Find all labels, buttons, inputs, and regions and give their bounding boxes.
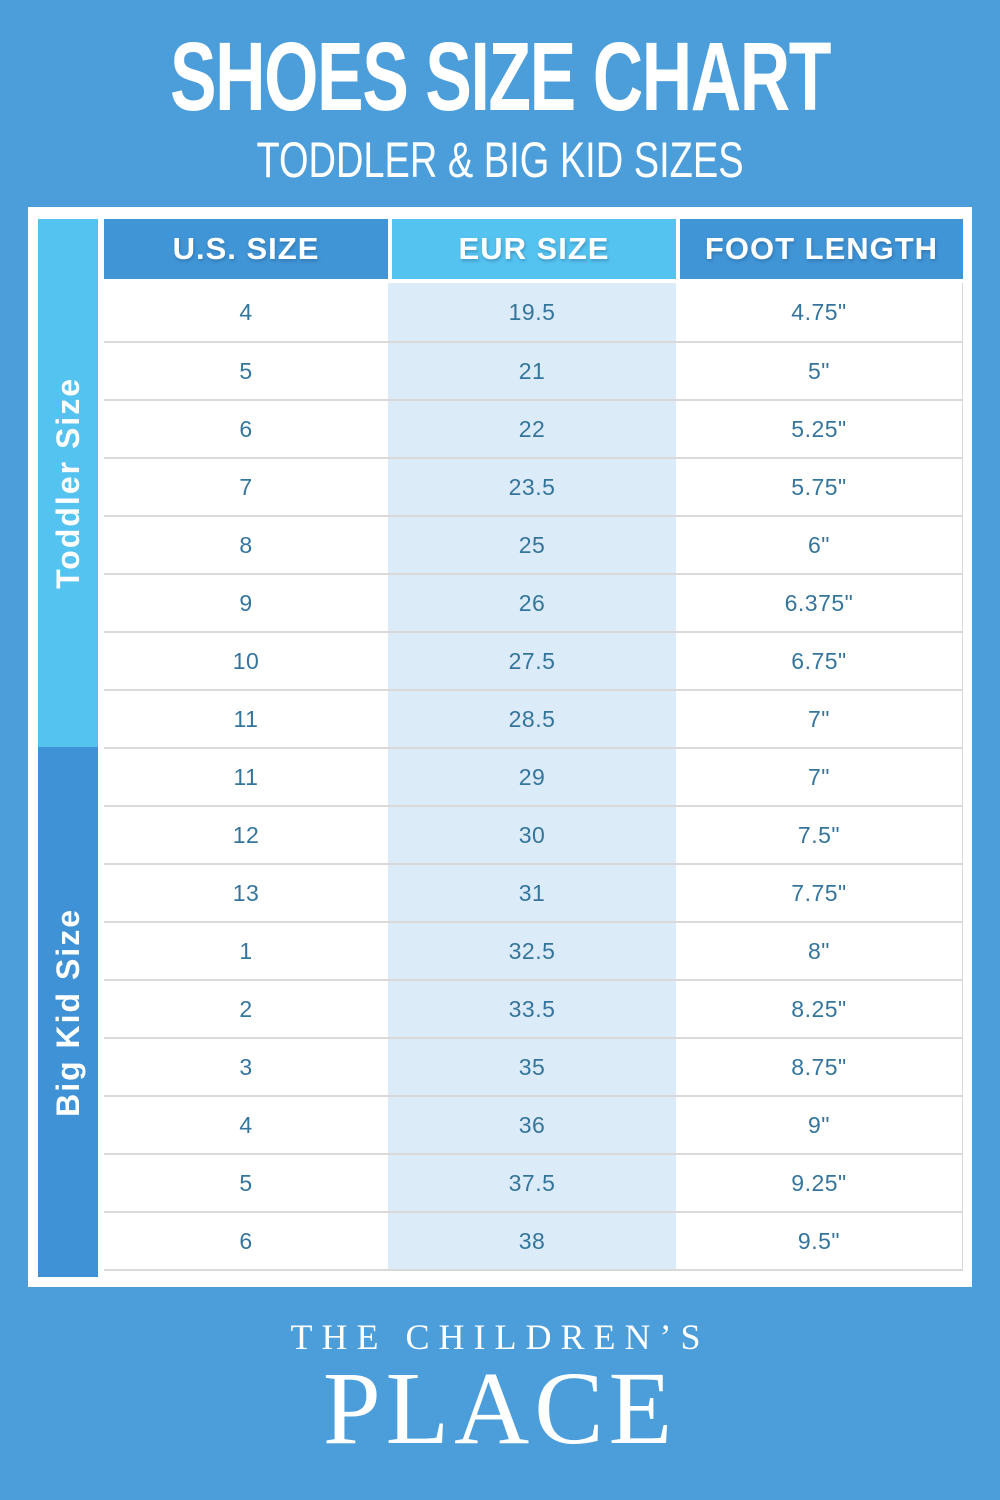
table-header-row (104, 219, 963, 279)
eur-size-cell: 38 (388, 1213, 676, 1269)
foot-size-cell: 9.5" (676, 1213, 963, 1269)
us-size-cell: 9 (104, 575, 388, 631)
toddler-size-strip (38, 219, 98, 747)
foot-size-cell: 7.75" (676, 865, 963, 921)
table-row (104, 1211, 963, 1269)
us-size-cell: 12 (104, 807, 388, 863)
table-row (104, 631, 963, 689)
eur-size-cell: 30 (388, 807, 676, 863)
big-kid-size-strip (38, 747, 98, 1277)
foot-size-cell: 8.25" (676, 981, 963, 1037)
toddler-size-label: Toddler Size (49, 377, 86, 589)
brand-name-bottom: PLACE (322, 1351, 678, 1467)
table-row (104, 399, 963, 457)
column-header-us-size: U.S. SIZE (104, 219, 388, 279)
title-block (0, 22, 1000, 188)
us-size-cell: 2 (104, 981, 388, 1037)
foot-size-cell: 6.375" (676, 575, 963, 631)
eur-size-cell: 26 (388, 575, 676, 631)
foot-size-cell: 9" (676, 1097, 963, 1153)
eur-size-cell: 22 (388, 401, 676, 457)
us-size-cell: 4 (104, 283, 388, 341)
foot-size-cell: 4.75" (676, 283, 963, 341)
table-row (104, 863, 963, 921)
eur-size-cell: 21 (388, 343, 676, 399)
foot-size-cell: 8" (676, 923, 963, 979)
table-row (104, 747, 963, 805)
eur-size-cell: 31 (388, 865, 676, 921)
table-body (104, 283, 963, 1271)
foot-size-cell: 5" (676, 343, 963, 399)
size-table (104, 219, 963, 1271)
brand-logo (0, 1316, 1000, 1467)
table-row (104, 341, 963, 399)
table-row (104, 689, 963, 747)
us-size-cell: 13 (104, 865, 388, 921)
foot-size-cell: 8.75" (676, 1039, 963, 1095)
us-size-cell: 11 (104, 749, 388, 805)
foot-size-cell: 9.25" (676, 1155, 963, 1211)
foot-size-cell: 6" (676, 517, 963, 573)
us-size-cell: 8 (104, 517, 388, 573)
page-subtitle: TODDLER & BIG KID SIZES (256, 132, 744, 188)
foot-size-cell: 7" (676, 749, 963, 805)
us-size-cell: 11 (104, 691, 388, 747)
foot-size-cell: 6.75" (676, 633, 963, 689)
eur-size-cell: 25 (388, 517, 676, 573)
foot-size-cell: 7.5" (676, 807, 963, 863)
eur-size-cell: 23.5 (388, 459, 676, 515)
us-size-cell: 6 (104, 401, 388, 457)
size-group-strip-column (38, 219, 98, 1277)
table-row (104, 979, 963, 1037)
column-header-foot-length: FOOT LENGTH (676, 219, 963, 279)
eur-size-cell: 19.5 (388, 283, 676, 341)
us-size-cell: 6 (104, 1213, 388, 1269)
foot-size-cell: 5.25" (676, 401, 963, 457)
table-row (104, 1037, 963, 1095)
eur-size-cell: 29 (388, 749, 676, 805)
column-header-eur-size: EUR SIZE (388, 219, 676, 279)
foot-size-cell: 5.75" (676, 459, 963, 515)
page-title: SHOES SIZE CHART (170, 22, 830, 131)
size-chart-card (28, 207, 972, 1287)
table-row (104, 283, 963, 341)
eur-size-cell: 27.5 (388, 633, 676, 689)
eur-size-cell: 37.5 (388, 1155, 676, 1211)
us-size-cell: 3 (104, 1039, 388, 1095)
us-size-cell: 5 (104, 343, 388, 399)
table-row (104, 573, 963, 631)
us-size-cell: 4 (104, 1097, 388, 1153)
eur-size-cell: 28.5 (388, 691, 676, 747)
table-row (104, 1153, 963, 1211)
foot-size-cell: 7" (676, 691, 963, 747)
big-kid-size-label: Big Kid Size (49, 907, 86, 1117)
table-row (104, 805, 963, 863)
brand-name-top: THE CHILDREN’S (290, 1317, 710, 1357)
eur-size-cell: 36 (388, 1097, 676, 1153)
table-row (104, 921, 963, 979)
table-row (104, 515, 963, 573)
us-size-cell: 5 (104, 1155, 388, 1211)
table-row (104, 1095, 963, 1153)
us-size-cell: 1 (104, 923, 388, 979)
table-row (104, 457, 963, 515)
eur-size-cell: 32.5 (388, 923, 676, 979)
eur-size-cell: 35 (388, 1039, 676, 1095)
eur-size-cell: 33.5 (388, 981, 676, 1037)
us-size-cell: 10 (104, 633, 388, 689)
us-size-cell: 7 (104, 459, 388, 515)
